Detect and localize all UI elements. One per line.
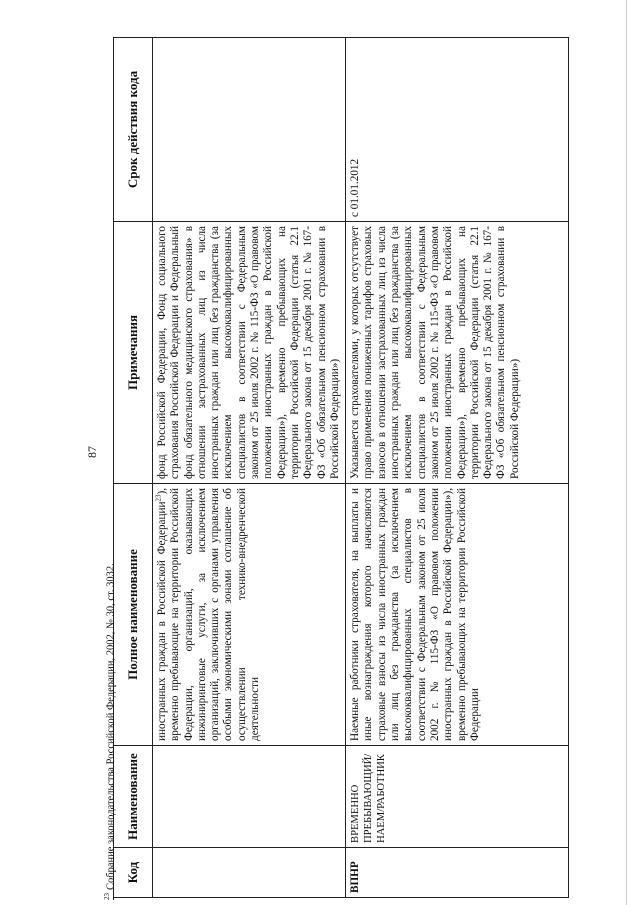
cell-notes: фонд Российской Федерации, Фонд социального страхования Российской Федерации и Федеральный фонд обязательного медицинского страхования» в отношении застрахованных лиц из числа иностранных граждан или лиц без гражданства (за исключением высококвалифицированных специалистов в соответствии с Федеральным законом от 25 июля 2002 г. № 115-ФЗ «О правовом положении иностранных граждан в Российской Федерации»), временно пребывающих на территории Российской Федерации (статья 22.1 Федерального закона от 15 декабря 2001 г. № 167-ФЗ «Об обязательном пенсионном страховании в Российской Федерации») — [153, 222, 346, 484]
header-term: Срок действия кода — [114, 38, 153, 222]
page-number: 87 — [85, 446, 99, 458]
footnote-mark: 23 — [103, 893, 111, 900]
table-row — [153, 38, 346, 898]
cell-name — [153, 746, 346, 848]
table-stage — [113, 38, 573, 898]
footnote-rotor — [100, 560, 117, 900]
footnote-text: Собрание законодательства Российской Федерации, 2002, № 30, ст. 3032. — [105, 563, 117, 890]
header-full-name: Полное наименование — [114, 484, 153, 746]
header-code: Код — [114, 848, 153, 898]
cell-code: ВПНР — [346, 848, 569, 898]
table-header-row — [114, 38, 153, 898]
cell-code — [153, 848, 346, 898]
cell-full-name — [153, 484, 346, 746]
table-row — [346, 38, 569, 898]
header-name: Наименование — [114, 746, 153, 848]
cell-term — [153, 38, 346, 222]
full-name-text: Наемные работники страхователя, на выплаты и иные вознаграждения которого начисляются страховые взносы из числа иностранных граждан или лиц без гражданства (за исключением высококвалифицированных специалистов в соответствии с Федеральным законом от 25 июля 2002 г. № 115-ФЗ «О правовом положении иностранных граждан в Российской Федерации»), временно пребывающих на территории Российской Федерации — [349, 488, 481, 741]
cell-full-name — [346, 484, 569, 746]
cell-notes: Указывается страхователями, у которых отсутствует право применения пониженных тарифов страховых взносов в отношении застрахованных лиц из числа иностранных граждан или лиц без гражданства (за исключением высококвалифицированных специалистов в соответствии с Федеральным законом от 25 июля 2002 г. № 115-ФЗ «О правовом положении иностранных граждан в Российской Федерации»), временно пребывающих на территории Российской Федерации (статья 22.1 Федерального закона от 15 декабря 2001 г. № 167-ФЗ «Об обязательном пенсионном страховании в Российской Федерации») — [346, 222, 569, 484]
cell-term: с 01.01.2012 — [346, 38, 569, 222]
full-name-text: иностранных граждан в Российской Федерации — [156, 501, 168, 741]
footnote — [100, 560, 117, 900]
full-name-text-cont: ), временно пребывающие на территории Российской Федерации, организаций, оказывающих инжиниринговые услуги, за исключением организаций, заключивших с органами управления особыми экономическими зонами соглашение об осуществлении технико-внедренческой деятельности — [156, 488, 262, 741]
codes-table — [113, 37, 569, 898]
cell-name: ВРЕМЕННО ПРЕБЫВАЮЩИЙ/ НАЕМ/РАБОТНИК — [346, 746, 569, 848]
table-rotor — [113, 38, 573, 898]
page-edge — [626, 0, 627, 905]
header-notes: Примечания — [114, 222, 153, 484]
footnote-ref: 23 — [154, 494, 163, 502]
